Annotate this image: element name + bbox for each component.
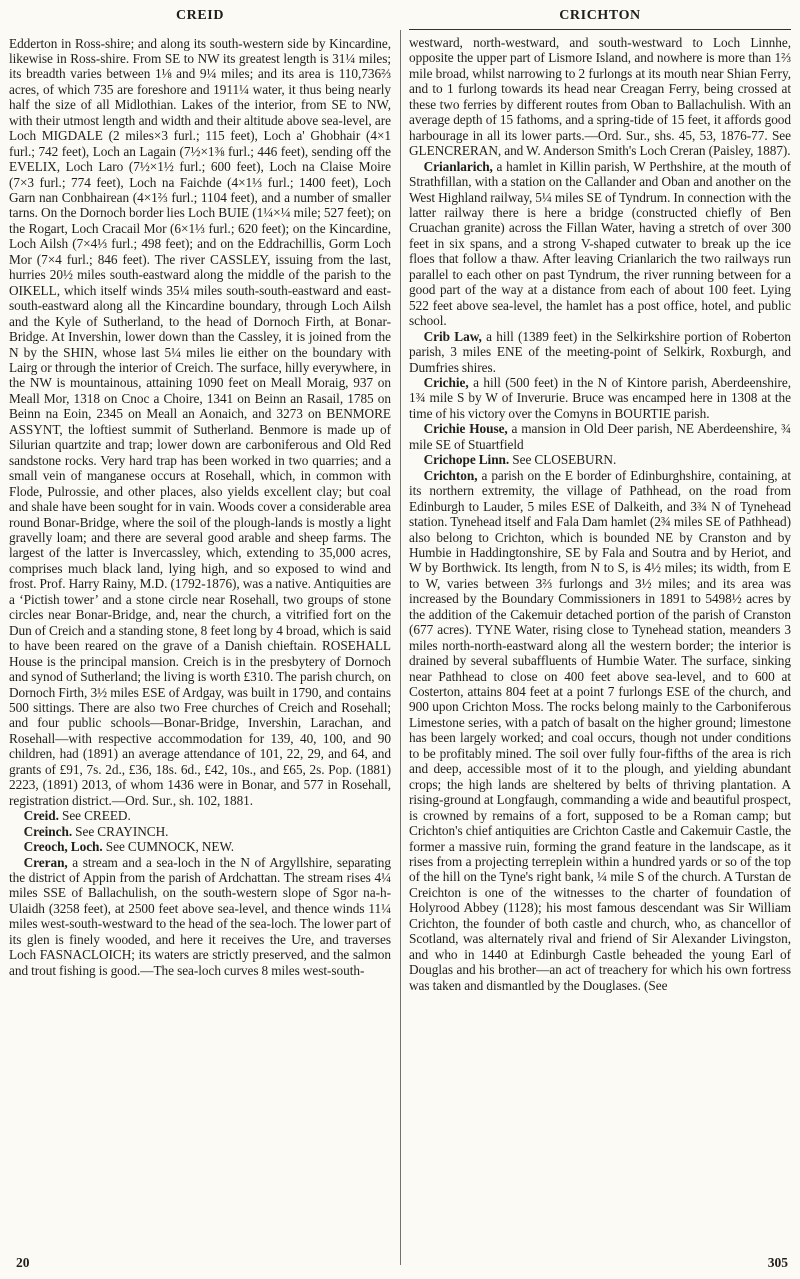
column-divider <box>400 30 401 1265</box>
entry-paragraph: Crichie, a hill (500 feet) in the N of Kintore parish, Aberdeenshire, 1¾ mile S by W of Inverurie. Bruce was encamped here in 1308 at the time of his victory over the Comyns in BOURTIE parish. <box>409 374 791 421</box>
entry-paragraph: Crib Law, a hill (1389 feet) in the Selkirkshire portion of Roberton parish, 3 miles ENE of the meeting-point of Selkirk, Roxburgh, and Dumfries shires. <box>409 328 791 375</box>
entry-paragraph: Crichope Linn. See CLOSEBURN. <box>423 452 617 468</box>
entry-paragraph: Creran, a stream and a sea-loch in the N of Argyllshire, separating the district of Appin from the parish of Ardchattan. The stream rises 4¼ miles SSE of Ballachulish, on the south-western slope of Sgor na-h-Ulaidh (3258 feet), at 2500 feet above sea-level, and thence winds 11¼ miles west-south-westward to the head of the sea-loch. The lower part of its glen is finely wooded, and here it receives the Ure, and traverses Loch FASNACLOICH; its waters are strictly preserved, and the salmon and trout fishing is good.—The sea-loch curves 8 miles west-south- <box>9 854 391 978</box>
entry-paragraph: Creoch, Loch. See CUMNOCK, NEW. <box>23 839 235 855</box>
right-column-text <box>409 35 791 993</box>
right-running-head: CRICHTON <box>559 8 641 23</box>
left-column-text <box>9 36 391 979</box>
entry-paragraph: Edderton in Ross-shire; and along its south-western side by Kincardine, likewise in Ross-shire. From SE to NW its greatest length is 31¼ miles; its breadth varies between 1⅛ and 9¼ miles; and its area is 110,736⅔ acres, of which 735 are foreshore and 1911¼ water, it thus being nearly half the size of all Midlothian. Lakes of the interior, from SE to NW, with their utmost length and width and their altitude above sea-level, are Loch MIGDALE (2 miles×3 furl.; 115 feet), Loch a' Ghobhair (4×1 furl.; 742 feet), Loch an Lagain (7½×1⅜ furl.; 446 feet), sending off the EVELIX, Loch Laro (7½×1½ furl.; 600 feet), Loch na Claise Moire (7×3 furl.; 774 feet), Loch na Faichde (4×1⅓ furl.; 1400 feet), Loch Garn nan Conbhairean (4×1⅔ furl.; 1104 feet), and a number of smaller tarns. On the Dornoch border lies Loch BUIE (1¼×¼ mile; 527 feet); on the Rogart, Loch Cracail Mor (6×1⅓ furl.; 620 feet); on the Kincardine, Loch Ailsh (7×4⅓ furl.; 498 feet); and on the Eddrachillis, Gorm Loch Mor (7×4 furl.; 846 feet). The river CASSLEY, issuing from the last, hurries 20½ miles south-eastward along the middle of the parish to the OIKELL, which itself winds 35¼ miles south-south-eastward and east-south-eastward along all the Kincardine boundary, through Loch Ailsh and the Kyle of Sutherland, to the head of Dornoch Firth, at Bonar-Bridge. At Invershin, lower down than the Cassley, it is joined from the N by the SHIN, whose last 5¼ miles lie either on the boundary with Lairg or through the interior of Creich. The surface, hilly everywhere, in the NW is mountainous, attaining 1090 feet on Meall Moraig, 937 on Meall Mor, 1318 on Cnoc a Choire, 1341 on Beinn an Rasail, 1785 on Beinn na Eoin, 2345 on Meall an Aonaich, and 3273 on BENMORE ASSYNT, the loftiest summit of Sutherland. Benmore is made up of Silurian quartzite and trap; lower down are carboniferous and Old Red sandstone rocks. Very hard trap has been worked in two quarries; and a small vein of manganese occurs at Rosehall, which, in common with Flode, Pulrossie, and other places, also yields excellent clay; but coal and shale have been sought for in vain. Woods cover a considerable area round Bonar-Bridge, where the soil of the plough-lands is mostly a light gravelly loam; and there are several good arable and sheep farms. The largest of the latter is Invercassley, which, extending to 35,000 acres, comprises much black land, lying high, and so exposed to wind and frost. Prof. Harry Rainy, M.D. (1792-1876), was a native. Antiquities are a ‘Pictish tower’ and a stone circle near Rosehall, two groups of stone circles near Bonar-Bridge, and, near the church, a vitrified fort on the Dun of Creich and a standing stone, 8 feet long by 4 broad, which is said to have been reared on the grave of a Danish chieftain. ROSEHALL House is the principal mansion. Creich is in the presbytery of Dornoch and synod of Sutherland; the living is worth £310. The parish church, on Dornoch Firth, 3½ miles ESE of Ardgay, was built in 1790, and contains 500 sittings. There are also two Free churches of Creich and Rosehall; and four public schools—Bonar-Bridge, Invershin, Larachan, and Rosehall—with respective accommodation for 139, 40, 100, and 90 children, had (1891) an average attendance of 101, 22, 29, and 64, and grants of £91, 7s. 2d., £36, 18s. 6d., £42, 10s., and £65, 2s. Pop. (1881) 2223, (1891) 2013, of whom 1436 were in Bonar, and 577 in Rosehall, registration district.—Ord. Sur., sh. 102, 1881. <box>9 35 391 808</box>
entry-paragraph: Crichton, a parish on the E border of Edinburghshire, containing, at its northern extremity, the village of Pathhead, on the road from Edinburgh to Lauder, 5 miles ESE of Dalkeith, and 3¾ N of Tynehead station. Tynehead itself and Fala Dam hamlet (2¾ miles SE of Pathhead) also belong to Crichton, which is bounded NE by Cranston and by Humbie in Haddingtonshire, SE by Fala and Soutra and by Heriot, and W by Borthwick. Its length, from N to S, is 4½ miles; its width, from E to W, varies between 3⅔ furlongs and 3½ miles; and its area was increased by the Boundary Commissioners in 1891 to 5498½ acres by the addition of the Cakemuir detached portion of the parish of Cranston (677 acres). TYNE Water, rising close to Tynehead station, meanders 3 miles north-north-eastward along all the western border; the interior is drained by several subaffluents of Humbie Water. The surface, sinking near Pathhead to close on 400 feet above sea-level, and to 600 at Costerton, attains 804 feet at a point 7 furlongs ESE of the church, and 900 upon Crichton Moss. The rocks belong mainly to the Carboniferous Limestone series, with a patch of basalt on the higher ground; limestone has been largely worked; and coal occurs, though not under conditions to be profitably mined. The soil over fully four-fifths of the area is rich and deep, accessible most of it to the plough, and yielding abundant crops; the high lands are sheltered by belts of thriving plantation. A rising-ground at Longfaugh, commanding a wide and beautiful prospect, is crowned by remains of a fort, supposed to be a Roman camp; but Crichton's chief antiquities are Crichton Castle and Cakemuir Castle, the former a massive ruin, forming the grand feature in the landscape, as it rises from a projecting terreplein within a hundred yards or so of the top of the hill on the Tyne's right bank, ¼ mile S of the church. A Turstan de Creichton is one of the witnesses to the charter of foundation of Holyrood Abbey (1128); his most famous descendant was Sir William Crichton, the founder of both castle and church, who, as chancellor of Scotland, was alternately rival and friend of Sir Alexander Livingston, and who in 1440 at Edinburgh Castle beheaded the young Earl of Douglas and his brother—an act of treachery for which his own fortress was taken and dismantled by the Douglases. (See <box>409 467 791 993</box>
entry-name: Creinch. <box>23 823 73 839</box>
entry-name: Crianlarich, <box>423 158 493 174</box>
entry-paragraph: Crichie House, a mansion in Old Deer parish, NE Aberdeenshire, ¾ mile SE of Stuartfield <box>409 421 791 452</box>
entry-name: Creoch, Loch. <box>23 839 103 855</box>
entry-name: Crichton, <box>423 467 478 483</box>
entry-name: Creran, <box>23 854 68 870</box>
entry-name: Crichie House, <box>423 421 508 437</box>
entry-name: Crichope Linn. <box>423 452 510 468</box>
right-header-rule <box>409 29 791 30</box>
entry-name: Crichie, <box>423 374 469 390</box>
entry-paragraph: Creinch. See CRAYINCH. <box>23 823 169 839</box>
entry-paragraph: Creid. See CREED. <box>23 808 131 824</box>
left-page-number: 20 <box>16 1255 30 1270</box>
entry-name: Crib Law, <box>423 328 482 344</box>
entry-paragraph: Crianlarich, a hamlet in Killin parish, W Perthshire, at the mouth of Strathfillan, with a station on the Callander and Oban and another on the West Highland railway, 5¼ miles SE of Tyndrum. In connection with the latter railway there is here a bridge (constructed chiefly of Ben Cruachan granite) across the Fillan Water, having a stretch of over 300 feet in six spans, and a strong V-shaped cutwater to break up the ice floes that follow a thaw. After leaving Crianlarich the two railways run parallel to each other on past Tyndrum, the river running between for a good part of the way at a distance from each of about 100 feet. Lying 522 feet above sea-level, the hamlet has a post office, hotel, and public school. <box>409 158 791 329</box>
left-column <box>9 8 391 1254</box>
right-column <box>409 8 791 1254</box>
entry-paragraph: westward, north-westward, and south-westward to Loch Linnhe, opposite the upper part of Lismore Island, and nowhere is more than 1⅔ mile broad, whilst narrowing to 2 furlongs at its mouth near Shian Ferry, and to 1 furlong towards its head near Creagan Ferry, being crossed at these two ferries by different routes from Oban to Ballachulish. With an average depth of 15 fathoms, and a spring-tide of 15 feet, it affords good harbourage in all its lower parts.—Ord. Sur., shs. 45, 53, 1876-77. See GLENCRERAN, and W. Anderson Smith's Loch Creran (Paisley, 1887). <box>409 35 791 159</box>
right-page-number: 305 <box>767 1255 788 1270</box>
entry-name: Creid. <box>23 808 59 824</box>
left-running-head: CREID <box>175 8 225 23</box>
